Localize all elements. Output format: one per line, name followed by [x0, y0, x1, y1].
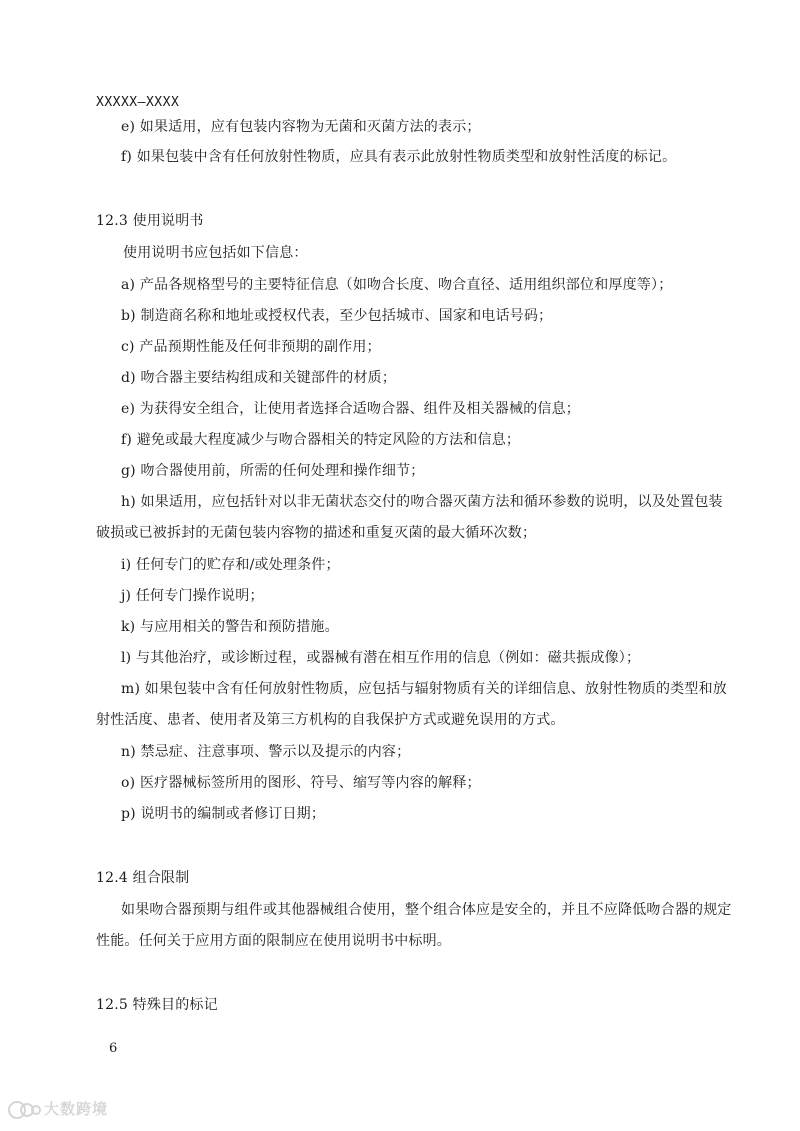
list-item-i: i) 任何专门的贮存和/或处理条件；	[121, 557, 340, 573]
section-heading-12-4: 12.4 组合限制	[96, 870, 190, 886]
list-item-h-continued: 破损或已被拆封的无菌包装内容物的描述和重复灭菌的最大循环次数；	[96, 525, 537, 541]
list-item-12-2-e: e) 如果适用，应有包装内容物为无菌和灭菌方法的表示；	[121, 119, 481, 135]
document-code: XXXXX—XXXX	[96, 95, 180, 110]
list-item-d: d) 吻合器主要结构组成和关键部件的材质；	[121, 370, 397, 386]
list-item-f: f) 避免或最大程度减少与吻合器相关的特定风险的方法和信息；	[121, 432, 521, 448]
list-item-j: j) 任何专门操作说明；	[121, 588, 264, 604]
list-item-m: m) 如果包装中含有任何放射性物质，应包括与辐射物质有关的详细信息、放射性物质的类型和放	[121, 681, 727, 697]
list-item-p: p) 说明书的编制或者修订日期；	[121, 806, 326, 822]
section-12-3-intro: 使用说明书应包括如下信息：	[123, 245, 308, 261]
list-item-n: n) 禁忌症、注意事项、警示以及提示的内容；	[121, 744, 411, 760]
section-heading-12-3: 12.3 使用说明书	[96, 213, 204, 229]
list-item-b: b) 制造商名称和地址或授权代表，至少包括城市、国家和电话号码；	[121, 308, 553, 324]
list-item-e: e) 为获得安全组合，让使用者选择合适吻合器、组件及相关器械的信息；	[121, 401, 580, 417]
list-item-m-continued: 射性活度、患者、使用者及第三方机构的自我保护方式或避免误用的方式。	[96, 712, 565, 728]
list-item-12-2-f: f) 如果包装中含有任何放射性物质，应具有表示此放射性物质类型和放射性活度的标记。	[121, 149, 677, 165]
watermark-text: 大数跨境	[44, 1100, 109, 1118]
list-item-o: o) 医疗器械标签所用的图形、符号、缩写等内容的解释；	[121, 775, 481, 791]
section-heading-12-5: 12.5 特殊目的标记	[96, 997, 218, 1013]
watermark-logo-icon	[8, 1099, 40, 1119]
list-item-g: g) 吻合器使用前，所需的任何处理和操作细节；	[121, 463, 425, 479]
list-item-k: k) 与应用相关的警告和预防措施。	[121, 619, 339, 635]
section-12-4-paragraph-line2: 性能。任何关于应用方面的限制应在使用说明书中标明。	[96, 933, 451, 949]
list-item-l: l) 与其他治疗，或诊断过程，或器械有潜在相互作用的信息（例如：磁共振成像）；	[121, 650, 641, 666]
watermark	[8, 1098, 108, 1119]
list-item-h: h) 如果适用，应包括针对以非无菌状态交付的吻合器灭菌方法和循环参数的说明，以及处置包装	[121, 494, 723, 510]
page-number: 6	[109, 1041, 118, 1056]
section-12-4-paragraph-line1: 如果吻合器预期与组件或其他器械组合使用，整个组合体应是安全的，并且不应降低吻合器的规定	[121, 902, 732, 918]
list-item-a: a) 产品各规格型号的主要特征信息（如吻合长度、吻合直径、适用组织部位和厚度等）；	[121, 277, 673, 293]
list-item-c: c) 产品预期性能及任何非预期的副作用；	[121, 339, 381, 355]
